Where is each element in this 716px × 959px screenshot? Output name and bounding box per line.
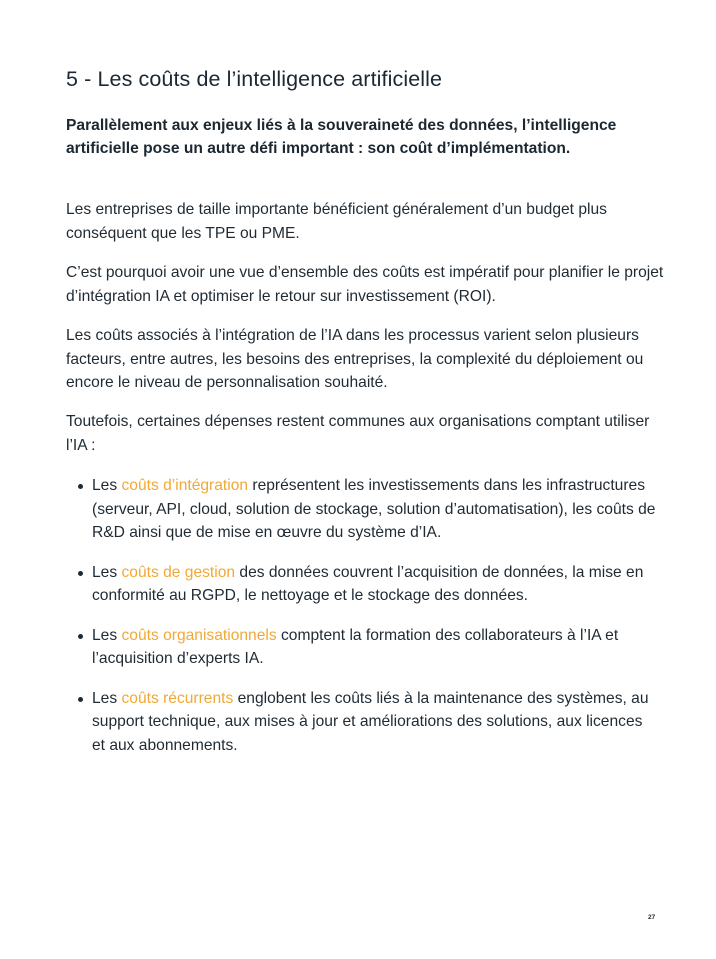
list-item-text: représentent les investissements dans les infrastructures (serveur, API, cloud, solution de stockage, solution d’automatisation), les coûts de R&D ainsi que de mise en œuvre du système d’IA. bbox=[92, 477, 656, 541]
lead-paragraph: Parallèlement aux enjeux liés à la souveraineté des données, l’intelligence artificielle pose un autre défi important : son coût d’implémentation. bbox=[66, 117, 617, 157]
list-item-prefix: Les bbox=[92, 626, 122, 644]
list-item-text: comptent la formation des collaborateurs à l’IA et l’acquisition d’experts IA. bbox=[92, 626, 619, 667]
bullet-icon bbox=[78, 571, 83, 576]
bullet-icon bbox=[78, 634, 83, 639]
list-item-prefix: Les bbox=[92, 563, 122, 581]
list-item-text: englobent les coûts liés à la maintenance des systèmes, au support technique, aux mises à jour et améliorations des solutions, aux licences et aux abonnements. bbox=[92, 689, 649, 754]
highlight-integration-costs: coûts d’intégration bbox=[121, 477, 249, 494]
paragraph-factors: Les coûts associés à l’intégration de l’IA dans les processus varient selon plusieurs facteurs, entre autres, les besoins des entreprises, la complexité du déploiement ou encore le niveau de personnalisation souhaité. bbox=[66, 327, 644, 391]
highlight-organisational-costs: coûts organisationnels bbox=[121, 626, 277, 644]
list-item bbox=[78, 624, 658, 671]
page-number: 27 bbox=[648, 914, 656, 921]
list-item-prefix: Les bbox=[92, 689, 122, 707]
highlight-recurring-costs: coûts récurrents bbox=[121, 689, 234, 707]
bullet-icon bbox=[78, 484, 83, 489]
list-item-text: des données couvrent l’acquisition de données, la mise en conformité au RGPD, le nettoyage et le stockage des données. bbox=[92, 563, 644, 604]
list-item bbox=[78, 687, 658, 758]
highlight-management-costs: coûts de gestion bbox=[121, 563, 236, 581]
bullet-icon bbox=[78, 697, 83, 702]
list-item-prefix: Les bbox=[92, 477, 122, 494]
section-title: 5 - Les coûts de l’intelligence artificielle bbox=[66, 67, 443, 91]
paragraph-budget: Les entreprises de taille importante bénéficient généralement d’un budget plus conséquent que les TPE ou PME. bbox=[66, 201, 607, 242]
paragraph-common-costs: Toutefois, certaines dépenses restent communes aux organisations comptant utiliser l’IA : bbox=[66, 413, 650, 454]
list-item bbox=[78, 474, 658, 545]
cost-list bbox=[78, 474, 658, 773]
paragraph-overview: C’est pourquoi avoir une vue d’ensemble des coûts est impératif pour planifier le projet d’intégration IA et optimiser le retour sur investissement (ROI). bbox=[66, 264, 664, 305]
list-item bbox=[78, 561, 658, 608]
